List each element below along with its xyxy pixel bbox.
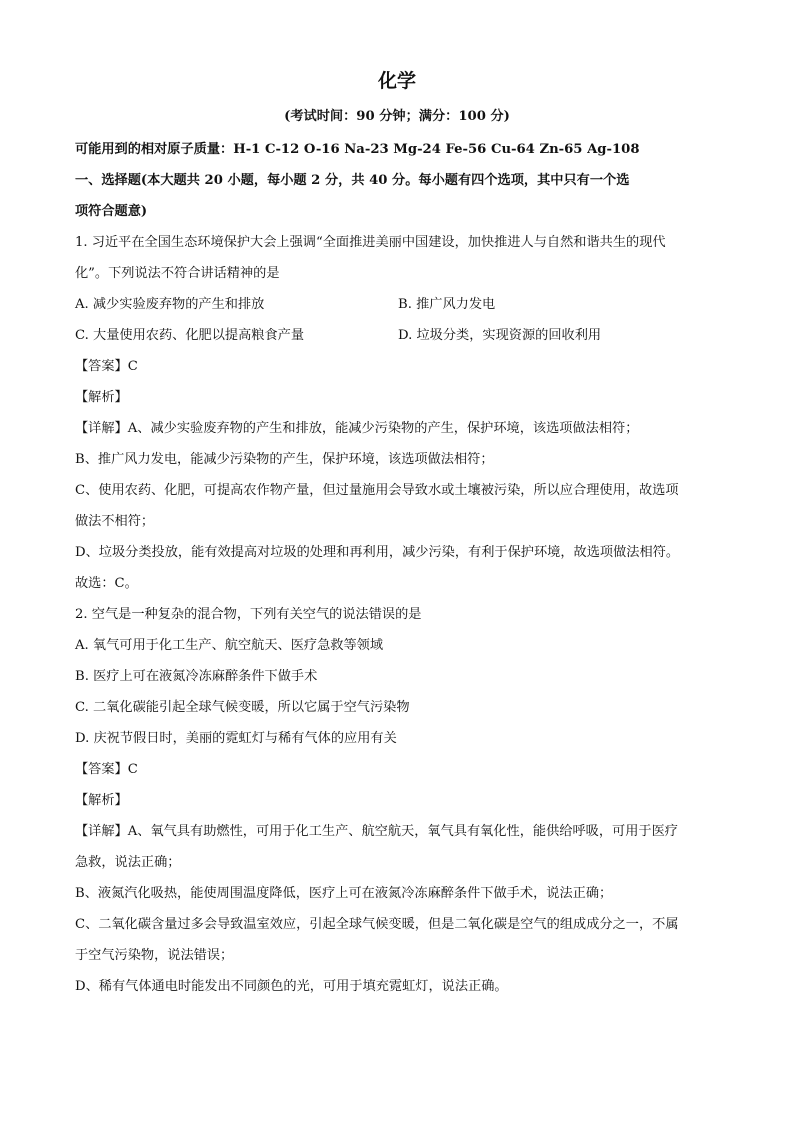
q1-conclusion: 故选：C。 bbox=[75, 576, 138, 591]
q2-analysis: 【解析】 bbox=[75, 793, 128, 808]
q1-option-d: D. 垃圾分类，实现资源的回收利用 bbox=[398, 328, 602, 343]
exam-info: (考试时间：90 分钟；满分：100 分) bbox=[284, 109, 510, 124]
q2-detail: B、液氮汽化吸热，能使周围温度降低，医疗上可在液氮冷冻麻醉条件下做手术，说法正确； bbox=[75, 886, 613, 901]
q1-detail: 【详解】A、减少实验废弃物的产生和排放，能减少污染物的产生，保护环境，该选项做法相符； bbox=[75, 421, 639, 436]
q1-stem: 1. 习近平在全国生态环境保护大会上强调“全面推进美丽中国建设，加快推进人与自然和谐共生的现代 bbox=[75, 235, 666, 250]
q1-detail: B、推广风力发电，能减少污染物的产生，保护环境，该选项做法相符； bbox=[75, 452, 494, 467]
q2-detail: 【详解】A、氧气具有助燃性，可用于化工生产、航空航天，氧气具有氧化性，能供给呼吸，可用于医疗 bbox=[75, 824, 678, 839]
section-title-cont: 项符合题意) bbox=[75, 204, 148, 219]
page-title: 化学 bbox=[377, 70, 416, 92]
q2-stem: 2. 空气是一种复杂的混合物，下列有关空气的说法错误的是 bbox=[75, 607, 422, 622]
q2-option-c: C. 二氧化碳能引起全球气候变暖，所以它属于空气污染物 bbox=[75, 700, 410, 715]
q1-option-c: C. 大量使用农药、化肥以提高粮食产量 bbox=[75, 328, 305, 343]
q2-option-b: B. 医疗上可在液氮冷冻麻醉条件下做手术 bbox=[75, 669, 318, 684]
q2-option-a: A. 氧气可用于化工生产、航空航天、医疗急救等领域 bbox=[75, 638, 384, 653]
q1-detail: D、垃圾分类投放，能有效提高对垃圾的处理和再利用，减少污染，有利于保护环境，故选项做法相符。 bbox=[75, 545, 680, 560]
q1-option-a: A. 减少实验废弃物的产生和排放 bbox=[75, 297, 265, 312]
q2-option-d: D. 庆祝节假日时，美丽的霓虹灯与稀有气体的应用有关 bbox=[75, 731, 397, 746]
q2-answer: 【答案】C bbox=[75, 762, 138, 777]
q1-option-b: B. 推广风力发电 bbox=[398, 297, 496, 312]
q2-detail: D、稀有气体通电时能发出不同颜色的光，可用于填充霓虹灯，说法正确。 bbox=[75, 979, 508, 994]
q2-detail: C、二氧化碳含量过多会导致温室效应，引起全球气候变暖，但是二氧化碳是空气的组成成分之一，不属 bbox=[75, 917, 679, 932]
q2-detail: 急救，说法正确； bbox=[75, 855, 181, 870]
atomic-masses: 可能用到的相对原子质量：H-1 C-12 O-16 Na-23 Mg-24 Fe-56 Cu-64 Zn-65 Ag-108 bbox=[75, 142, 640, 157]
q1-detail: 做法不相符； bbox=[75, 514, 155, 529]
q1-detail: C、使用农药、化肥，可提高农作物产量，但过量施用会导致水或土壤被污染，所以应合理使用，故选项 bbox=[75, 483, 679, 498]
q2-detail: 于空气污染物，说法错误； bbox=[75, 948, 234, 963]
q1-analysis: 【解析】 bbox=[75, 390, 128, 405]
section-title: 一、选择题(本大题共 20 小题，每小题 2 分，共 40 分。每小题有四个选项，其中只有一个选 bbox=[75, 173, 630, 188]
q1-stem-cont: 化”。下列说法不符合讲话精神的是 bbox=[75, 266, 280, 281]
q1-answer: 【答案】C bbox=[75, 359, 138, 374]
